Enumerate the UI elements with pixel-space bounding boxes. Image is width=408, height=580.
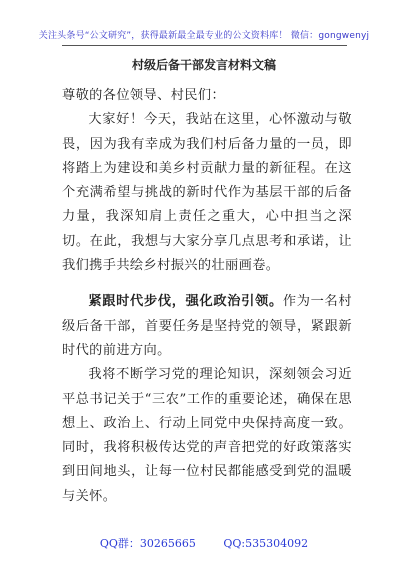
footer-qq: QQ:535304092 [223,537,309,550]
paragraph-2-text: 作为一名村级后备干部，首要任务是坚持党的领导，紧跟新时代的前进方向。 [62,294,352,358]
salutation: 尊敬的各位领导、村民们： [62,88,226,103]
document-body [62,84,352,509]
paragraph-3 [62,363,352,509]
paragraph-1-text: 大家好！今天，我站在这里，心怀激动与敬畏，因为我有幸成为我们村后备力量的一员，即将踏上为建设和美乡村贡献力量的新征程。在这个充满希望与挑战的新时代作为基层干部的后备力量，我深知肩上责任之重大，心中担当之深切。在此，我想与大家分享几点思考和承诺，让我们携手共绘乡村振兴的壮丽画卷。 [62,112,352,274]
header-note: 关注头条号“公文研究”，获得最新最全最专业的公文资料库！ 微信：gongwenyj [38,31,370,41]
footer-contact [0,535,408,551]
paragraph-3-text: 我将不断学习党的理论知识，深刻领会习近平总书记关于“三农”工作的重要论述，确保在思想上、政治上、行动上同党中央保持高度一致。同时，我将积极传达党的声音把党的好政策落实到田间地头，让每一位村民都能感受到党的温暖与关怀。 [62,367,352,504]
document-title: 村级后备干部发言材料文稿 [131,58,276,72]
paragraph-2 [62,290,352,363]
paragraph-2-lead: 紧跟时代步伐，强化政治引领。 [88,294,283,310]
footer-qq-group: QQ群：30265665 [99,537,196,550]
header-divider [62,45,347,46]
paragraph-1 [62,108,352,278]
